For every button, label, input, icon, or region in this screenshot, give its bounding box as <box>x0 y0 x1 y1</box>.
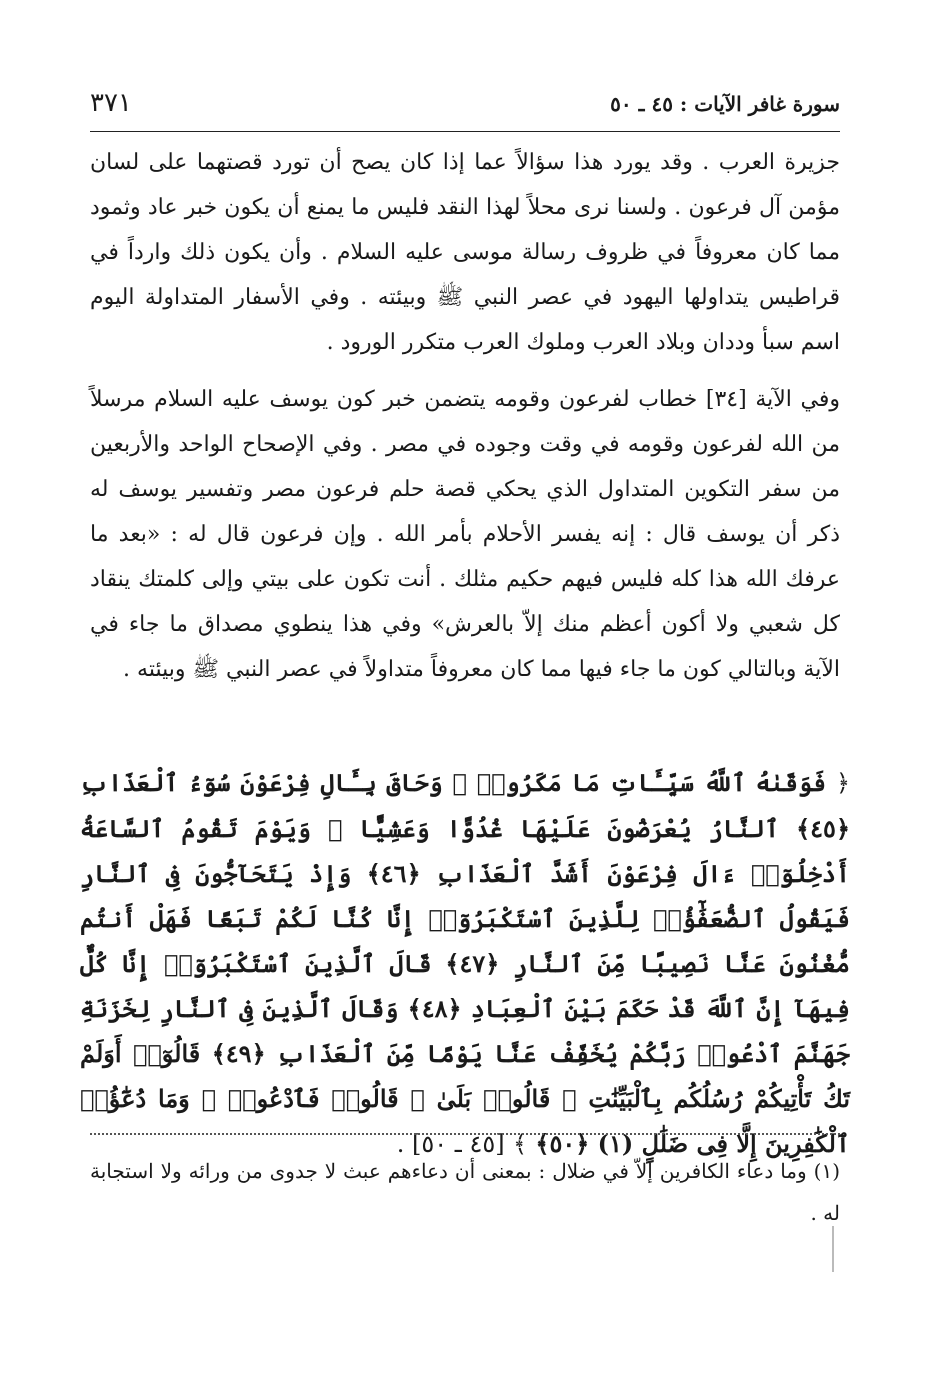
quran-close-bracket: ﴾ <box>512 1130 528 1158</box>
footnote-text: (١) وما دعاء الكافرين إلاّ في ضلال : بمعنى أن دعاءهم عبث لا جدوى من ورائه ولا استجابة له . <box>90 1159 840 1225</box>
quran-open-bracket: ﴿ <box>835 769 850 797</box>
page-header <box>90 82 840 130</box>
quran-verses <box>80 760 850 1167</box>
commentary-text <box>90 140 840 692</box>
footnote <box>90 1150 840 1234</box>
page-number: ٣٧١ <box>90 88 132 118</box>
header-divider <box>90 131 840 132</box>
quran-verse-text: فَوَقَىٰهُ ٱللَّهُ سَيِّـَٔاتِ مَا مَكَرُوا۟ ۖ وَحَاقَ بِـَٔالِ فِرْعَوْنَ سُوٓءُ ٱلْعَذَابِ ﴿٤٥﴾ ٱلنَّارُ يُعْرَضُونَ عَلَيْهَا غُدُوًّا وَعَشِيًّا ۖ وَيَوْمَ تَقُومُ ٱلسَّاعَةُ أَدْخِلُوٓا۟ ءَالَ فِرْعَوْنَ أَشَدَّ ٱلْعَذَابِ ﴿٤٦﴾ وَإِذْ يَتَحَآجُّونَ فِى ٱلنَّارِ فَيَقُولُ ٱلضُّعَفَٰٓؤُا۟ لِلَّذِينَ ٱسْتَكْبَرُوٓا۟ إِنَّا كُنَّا لَكُمْ تَبَعًا فَهَلْ أَنتُم مُّغْنُونَ عَنَّا نَصِيبًا مِّنَ ٱلنَّارِ ﴿٤٧﴾ قَالَ ٱلَّذِينَ ٱسْتَكْبَرُوٓا۟ إِنَّا كُلٌّ فِيهَآ إِنَّ ٱللَّهَ قَدْ حَكَمَ بَيْنَ ٱلْعِبَادِ ﴿٤٨﴾ وَقَالَ ٱلَّذِينَ فِى ٱلنَّارِ لِخَزَنَةِ جَهَنَّمَ ٱدْعُوا۟ رَبَّكُمْ يُخَفِّفْ عَنَّا يَوْمًا مِّنَ ٱلْعَذَابِ ﴿٤٩﴾ قَالُوٓا۟ أَوَلَمْ تَكُ تَأْتِيكُمْ رُسُلُكُم بِٱلْبَيِّنَٰتِ ۖ قَالُوا۟ بَلَىٰ ۚ قَالُوا۟ فَٱدْعُوا۟ ۗ وَمَا دُعَٰٓؤُا۟ ٱلْكَٰفِرِينَ إِلَّا فِى ضَلَٰلٍ (١) ﴿٥٠﴾ <box>80 768 851 1158</box>
scan-mark <box>832 1226 834 1272</box>
paragraph-2: وفي الآية [٣٤] خطاب لفرعون وقومه يتضمن خبر كون يوسف عليه السلام مرسلاً من الله لفرعون وقومه في وقت وجوده في مصر . وفي الإصحاح الواحد والأربعين من سفر التكوين المتداول الذي يحكي قصة حلم فرعون مصر وتفسير يوسف له ذكر أن يوسف قال : إنه يفسر الأحلام بأمر الله . وإن فرعون قال له : «بعد ما عرفك الله هذا كله فليس فيهم حكيم مثلك . أنت تكون على بيتي وإلى كلمتك ينقاد كل شعبي ولا أكون أعظم منك إلاّ بالعرش» وفي هذا ينطوي مصداق ما جاء في الآية وبالتالي كون ما جاء فيها مما كان معروفاً متداولاً في عصر النبي ﷺ وبيئته . <box>90 387 841 682</box>
paragraph-1: جزيرة العرب . وقد يورد هذا سؤالاً عما إذا كان يصح أن تورد قصتهما على لسان مؤمن آل فرعون . ولسنا نرى محلاً لهذا النقد فليس ما يمنع أن يكون خبر عاد وثمود مما كان معروفاً في ظروف رسالة موسى عليه السلام . وأن يكون ذلك وارداً في قراطيس يتداولها اليهود في عصر النبي ﷺ وبيئته . وفي الأسفار المتداولة اليوم اسم سبأ وددان وبلاد العرب وملوك العرب متكرر الورود . <box>90 150 840 355</box>
surah-title: سورة غافر الآيات : ٤٥ ـ ٥٠ <box>610 92 840 116</box>
verse-range: [٤٥ ـ ٥٠] . <box>396 1130 505 1158</box>
footnote-divider <box>90 1133 840 1135</box>
